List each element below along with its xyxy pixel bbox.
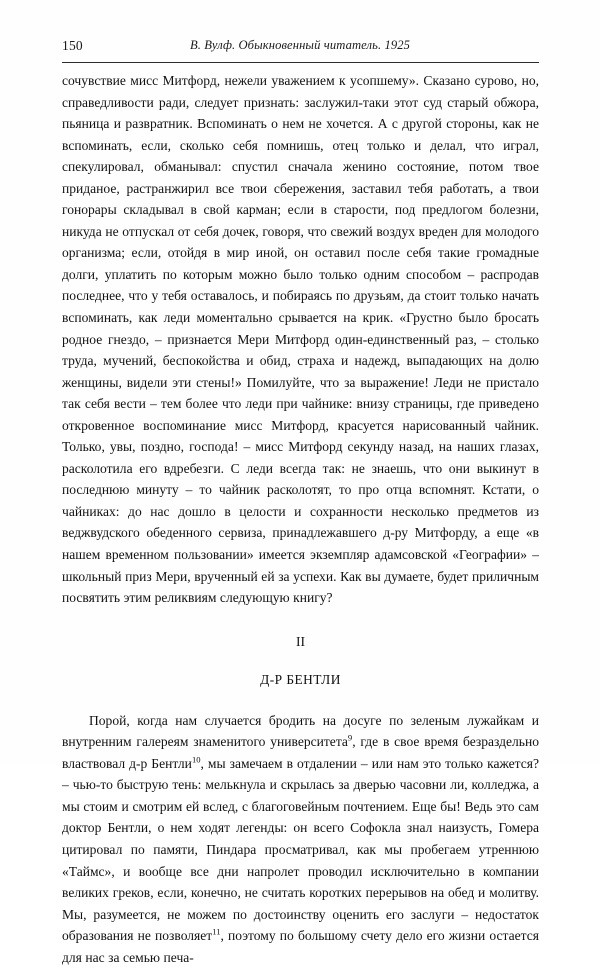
footnote-marker-10: 10 bbox=[191, 754, 201, 765]
page-header bbox=[62, 38, 538, 60]
spacer-before-section bbox=[62, 609, 539, 631]
footnote-marker-11: 11 bbox=[212, 926, 221, 937]
section-number: II bbox=[295, 633, 306, 649]
paragraph-text-segment-1: Порой, когда нам случается бродить на досуге по зеленым лужайкам и внутренним галереям знаменитого университета bbox=[62, 712, 539, 750]
spacer-after-section-title bbox=[62, 691, 539, 710]
paragraph-continued: сочувствие мисс Митфорд, нежели уважением к усопшему». Сказано сурово, но, справедливости ради, следует признать: заслужил-таки этот суд старый обжора, пьяница и развратник. Вспоминать о нем не хочется. А с другой стороны, как не вспоминать, если, сколько себя помнишь, отец только и делал, что играл, спекулировал, обманывал: спустил сначала женино состояние, потом твое приданое, растранжирил все твои сбережения, заставил тебя работать, а твои гонорары складывал в свой карман; если в старости, под предлогом болезни, никуда не отпускал от себя дочек, говоря, что свежий воздух вреден для молодого организма; если, отойдя в мир иной, он оставил после себя такие громадные долги, уплатить по которым можно было только одним способом – распродав последнее, что у тебя оставалось, и побираясь по друзьям, да стоит только начать вспоминать, как леди моментально срывается на крик. «Грустно было бросать родное гнездо, – признается Мери Митфорд один-единственный раз, – столько труда, мучений, беспокойства и обид, страха и надежд, выпадающих на долю женщины, видели эти стены!» Помилуйте, что за выражение! Леди не пристало так себя вести – тем более что леди при чайнике: внизу страницы, где приведено откровенное воспоминание мисс Митфорд, красуется нарисованный чайник. Только, увы, поздно, господа! – мисс Митфорд секунду назад, на наших глазах, расколотила его вдребезги. С леди всегда так: не знаешь, что они выкинут в последнюю минуту – то чайник расколотят, то про отца вспомнят. Кстати, о чайниках: до нас дошло в целости и сохранности несколько предметов из веджвудского обеденного сервиза, принадлежавшего д-ру Митфорду, а еще «в нашем временном пользовании» имеется экземпляр адамсовской «Географии» – школьный приз Мери, врученный ей за успехи. Как вы думаете, будет приличным посвятить этим реликвиям следующую книгу? bbox=[62, 73, 539, 606]
page-number: 150 bbox=[62, 38, 83, 53]
paragraph-text-segment-3: , мы замечаем в отдалении – или нам это только кажется? – чью-то быструю тень: мелькнула и скрылась за дверью часовни ли, колледжа, а мы стоим и смотрим ей вслед, с благоговейным почтением. Еще бы! Ведь это сам доктор Бентли, о нем ходят легенды: он всего Софокла знал наизусть, Гомера цитировал по памяти, Пиндара просматривал, как мы пробегаем утреннюю «Таймс», и вообще все дни напролет проводил исключительно в компании великих греков, если, конечно, не считать коротких перерывов на обед и молитву. Мы, разумеется, не можем по достоинству оценить его заслуги – недостаток образования не позволяет bbox=[62, 755, 539, 944]
paragraph-text-segment-4: , поэтому по большому счету дело его жизни остается для нас за семью печа- bbox=[62, 928, 539, 965]
section-title: Д-Р БЕНТЛИ bbox=[260, 672, 341, 688]
paragraph-text-segment-2: , где в свое время безраздельно властвовал д-р Бентли bbox=[62, 734, 540, 771]
paragraph-section-opening bbox=[62, 710, 539, 968]
header-rule bbox=[62, 62, 539, 63]
running-head: В. Вулф. Обыкновенный читатель. 1925 bbox=[189, 38, 411, 52]
footnote-marker-9: 9 bbox=[347, 732, 353, 743]
page-body bbox=[62, 70, 539, 968]
spacer-after-section-number bbox=[62, 652, 539, 669]
